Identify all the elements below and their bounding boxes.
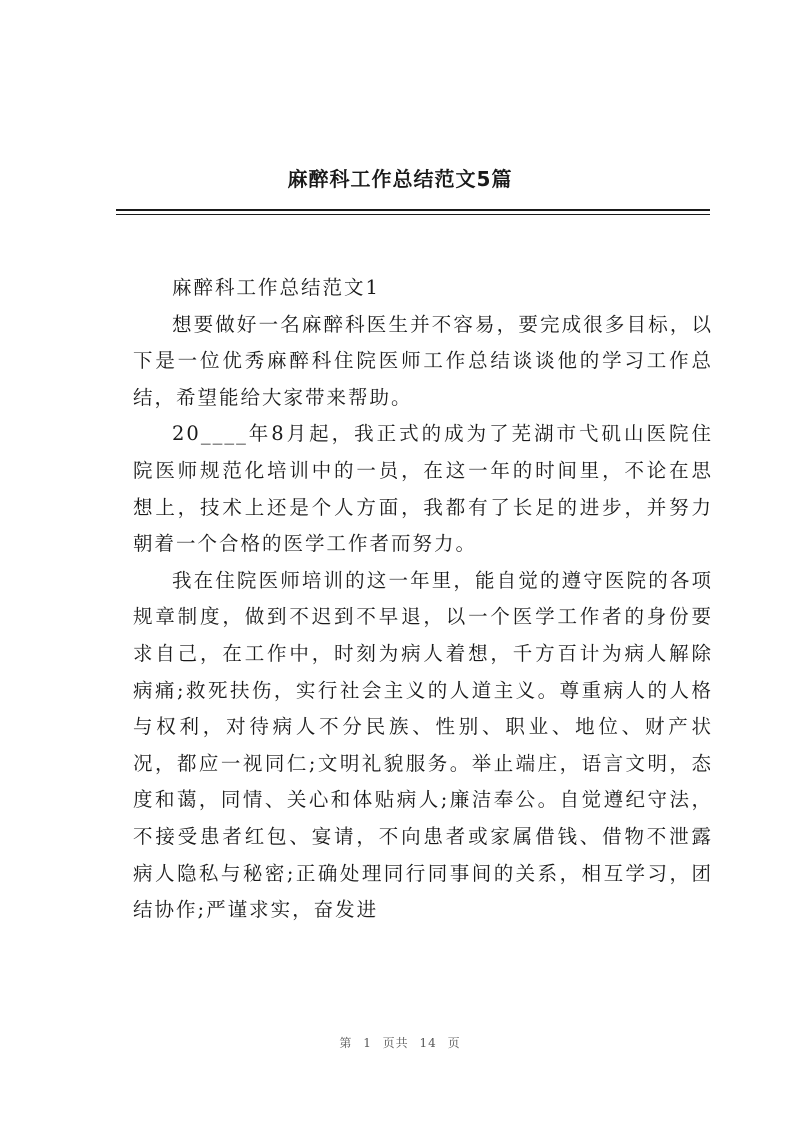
section-heading: 麻醉科工作总结范文1 (172, 276, 380, 299)
footer-ye-gong: 页共 (382, 1036, 409, 1050)
page-footer (0, 1034, 800, 1051)
footer-ye: 页 (447, 1036, 461, 1050)
footer-total-pages: 14 (419, 1036, 437, 1050)
title-rule-thick (116, 209, 710, 211)
document-body (133, 270, 713, 929)
title-rule-thin (116, 214, 710, 215)
footer-page-number: 1 (363, 1036, 372, 1050)
paragraph-conduct: 我在住院医师培训的这一年里，能自觉的遵守医院的各项规章制度，做到不迟到不早退，以一个医学工作者的身份要求自己，在工作中，时刻为病人着想，千方百计为病人解除病痛;救死扶伤，实行社会主义的人道主义。尊重病人的人格与权利，对待病人不分民族、性别、职业、地位、财产状况，都应一视同仁;文明礼貌服务。举止端庄，语言文明，态度和蔼，同情、关心和体贴病人;廉洁奉公。自觉遵纪守法，不接受患者红包、宴请，不向患者或家属借钱、借物不泄露病人隐私与秘密;正确处理同行同事间的关系，相互学习，团结协作;严谨求实，奋发进 (133, 568, 713, 922)
paragraph-start: 20____年8月起，我正式的成为了芜湖市弋矶山医院住院医师规范化培训中的一员，在这一年的时间里，不论在思想上，技术上还是个人方面，我都有了长足的进步，并努力朝着一个合格的医学工作者而努力。 (133, 422, 713, 556)
footer-di: 第 (339, 1036, 353, 1050)
page-title: 麻醉科工作总结范文5篇 (287, 167, 513, 191)
paragraph-intro: 想要做好一名麻醉科医生并不容易，要完成很多目标，以下是一位优秀麻醉科住院医师工作总结谈谈他的学习工作总结，希望能给大家带来帮助。 (133, 312, 713, 409)
